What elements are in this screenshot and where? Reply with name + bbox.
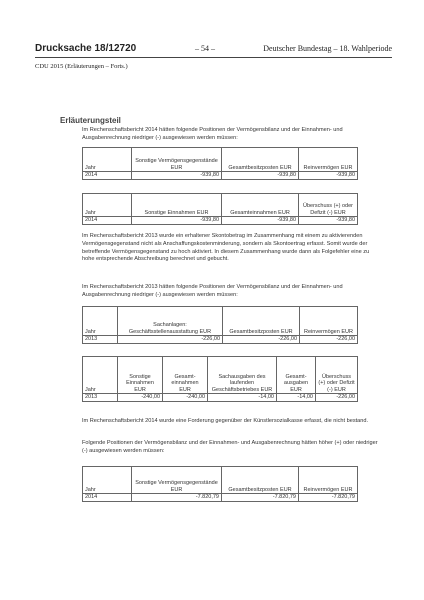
col-sonstige-vermoegensgegenstaende: Sonstige Vermögensgegenstände EUR [132,148,222,172]
table-2013-assets [82,306,358,344]
table-row [83,394,358,402]
col-sachanlagen: Sachanlagen: Geschäftsstellenausstattung EUR [118,307,223,336]
cell-value: -939,80 [299,217,358,225]
paragraph-3: Im Rechenschaftsbericht 2013 hätten folgende Positionen der Vermögensbilanz und der Einnahmen- und Ausgabenrechnung niedriger (-) ausgewiesen werden müssen: [82,284,343,298]
table-2013-income-expenses [82,356,358,402]
table-header-row [83,194,358,217]
cell-value: -939,80 [299,172,358,180]
cell-year: 2014 [83,172,132,180]
cell-value: -226,00 [300,336,358,344]
running-subheader: CDU 2015 (Erläuterungen – Forts.) [35,63,128,70]
table-header-row [83,307,358,336]
cell-value: -14,00 [208,394,277,402]
paragraph-2: Im Rechenschaftsbericht 2013 wurde ein erhaltener Skontobetrag im Zusammenhang mit einem zu aktivierenden Vermögensgegenstand nicht als Anschaffungskostenminderung, sondern als Skontoertrag erfasst. Somit wurde der betreffende Vermögensgegenstand zu hoch aktiviert. In diesem Zusammenhang wurde dann als Folgefehler eine zu hohe entsprechende Abschreibung berechnet und gebucht. [82,233,370,263]
table-header-row [83,357,358,394]
col-reinvermoegen: Reinvermögen EUR [300,307,358,336]
cell-value: -240,00 [163,394,208,402]
paragraph-4: Im Rechenschaftsbericht 2014 wurde eine Forderung gegenüber der Künstlersozialkasse erfasst, die nicht bestand. [82,418,369,424]
cell-year: 2014 [83,217,132,225]
cell-year: 2013 [83,336,118,344]
col-year: Jahr [83,148,132,172]
header-rule [35,57,392,58]
cell-value: -226,00 [118,336,223,344]
cell-value: -939,80 [132,172,222,180]
cell-value: -7.820,79 [299,494,358,502]
col-gesamteinnahmen: Gesamteinnahmen EUR [222,194,299,217]
col-sachausgaben: Sachausgaben des laufenden Geschäftsbetriebes EUR [208,357,277,394]
col-sonstige-einnahmen: Sonstige Einnahmen EUR [132,194,222,217]
cell-value: -939,80 [222,172,299,180]
col-sonstige-vermoegensgegenstaende: Sonstige Vermögensgegenstände EUR [132,467,222,494]
col-gesamtbesitzposten: Gesamtbesitzposten EUR [223,307,300,336]
col-gesamtbesitzposten: Gesamtbesitzposten EUR [222,467,299,494]
table-row [83,494,358,502]
cell-year: 2014 [83,494,132,502]
col-sonstige-einnahmen: Sonstige Einnahmen EUR [118,357,163,394]
section-title: Erläuterungsteil [60,116,121,125]
col-gesamteinnahmen: Gesamt-einnahmen EUR [163,357,208,394]
col-reinvermoegen: Reinvermögen EUR [299,148,358,172]
col-ueberschuss-defizit: Überschuss (+) oder Defizit (-) EUR [299,194,358,217]
cell-value: -939,80 [222,217,299,225]
col-year: Jahr [83,194,132,217]
paragraph-5: Folgende Positionen der Vermögensbilanz und der Einnahmen- und Ausgabenrechnung hätten höher (+) oder niedriger (-) ausgewiesen werden müssen: [82,440,378,454]
cell-year: 2013 [83,394,118,402]
col-gesamtausgaben: Gesamt-ausgaben EUR [277,357,316,394]
cell-value: -226,00 [223,336,300,344]
table-2014-income [82,193,358,225]
cell-value: -7.820,79 [132,494,222,502]
cell-value: -939,80 [132,217,222,225]
col-year: Jahr [83,307,118,336]
cell-value: -7.820,79 [222,494,299,502]
table-row [83,336,358,344]
cell-value: -14,00 [277,394,316,402]
paragraph-1: Im Rechenschaftsbericht 2014 hätten folgende Positionen der Vermögensbilanz und der Einnahmen- und Ausgabenrechnung niedriger (-) ausgewiesen werden müssen: [82,127,343,141]
parliament-label: Deutscher Bundestag – 18. Wahlperiode [263,44,392,53]
col-year: Jahr [83,357,118,394]
table-row [83,172,358,180]
table-header-row [83,467,358,494]
cell-value: -226,00 [316,394,358,402]
table-2014-receivable [82,466,358,502]
col-year: Jahr [83,467,132,494]
document-number: Drucksache 18/12720 [35,43,137,54]
table-2014-assets [82,147,358,180]
table-row [83,217,358,225]
page-header [35,43,392,55]
table-header-row [83,148,358,172]
page-number: – 54 – [195,44,215,53]
col-gesamtbesitzposten: Gesamtbesitzposten EUR [222,148,299,172]
col-ueberschuss-defizit: Überschuss (+) oder Defizit (-) EUR [316,357,358,394]
cell-value: -240,00 [118,394,163,402]
col-reinvermoegen: Reinvermögen EUR [299,467,358,494]
